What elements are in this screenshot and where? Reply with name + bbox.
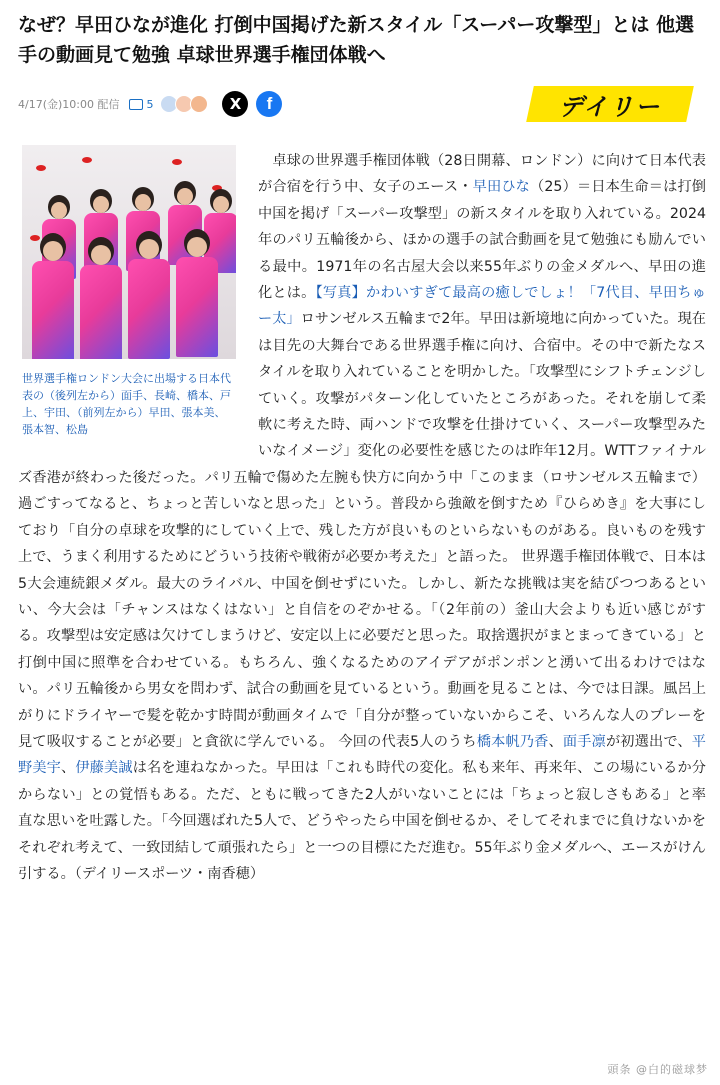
body-paragraph: は名を連ねなかった。早田は「これも時代の変化。私も来年、再来年、この場にいるか分からない」との覚悟もある。ただ、ともに戦ってきた2人がいないことには「ちょっと寂しさもある」と率直な思いを吐露した。「今回選ばれた5人で、どうやったら中国を倒せるか、そしてそれまでに負けないかをそれぞれ考えて、一致団結して頑張れたら」と一つの目標にただ進む。55年ぶり金メダルへ、エースがけん引する。（デイリースポーツ・南香穂） xyxy=(18,760,706,882)
logo-text: デイリー xyxy=(558,92,662,121)
separator: 、 xyxy=(548,733,563,750)
publish-date: 4/17(金)10:00 配信 xyxy=(18,98,120,111)
share-x-button[interactable]: X xyxy=(222,91,248,117)
player-link-hirano[interactable]: 平野美宇 xyxy=(18,733,706,777)
body-paragraph: が初選出で、 xyxy=(605,733,692,750)
watermark: 頭条 @白的磁球梦 xyxy=(607,1063,708,1076)
article-meta xyxy=(18,92,282,116)
body-paragraph: （25）＝日本生命＝は打倒中国を掲げ「スーパー攻撃型」の新スタイルを取り入れている。2024年のパリ五輪後から、ほかの選手の試合動画を見て勉強にも励んでいる最中。1971年の名古屋大会以来55年ぶりの金メダルへ、早田の進化とは。 xyxy=(258,179,706,302)
body-paragraph: ロサンゼルス五輪まで2年。早田は新境地に向かっていた。現在は目先の大舞台である世界選手権に向け、合宿中。その中で新たなスタイルを取り入れていることを明かした。「攻撃型にシフトチェンジしていく。攻撃がパターン化していたところがあった。それを崩して柔軟に考えた時、両ハンドで攻撃を仕掛けていく、スーパー攻撃型みたいなイメージ」変化の必要性を感じたのは昨年12月。WTTファイナルズ香港が終わった後だった。パリ五輪で傷めた左腕も快方に向かう中「このまま（ロサンゼルス五輪まで）過ごすってなると、ちょっと苦しいなと思った」という。普段から強敵を倒すため『ひらめき』を大事にしており「自分の卓球を攻撃的にしていく上で、残した方が良いものといらないものがある。良いものを残す上で、うまく利用するためにどういう技術や戦術が必要か考えた」と語った。 世界選手権団体戦で、日本は5大会連続銀メダル。最大のライバル、中国を倒せずにいた。しかし、新たな挑戦は実を結びつつあるといい、今大会は「チャンスはなくはない」と自信をのぞかせる。「（2年前の）釜山大会よりも近い感じがする。攻撃型は安定感は欠けてしまうけど、安定以上に必要だと思った。取捨選択がまとまってきている」と打倒中国に照準を合わせている。もちろん、強くなるためのアイデアがポンポンと湧いて出るわけではない。パリ五輪後から男女を問わず、試合の動画を見ているという。動画を見ることは、今では日課。風呂上がりにドライヤーで髪を乾かす時間が動画タイムで「自分が整っていないからこそ、いろんな人のプレーを見て吸収することが必要」と貪欲に学んでいる。 今回の代表5人のうち xyxy=(18,311,706,750)
comment-link[interactable] xyxy=(129,98,153,111)
photo-caption: 世界選手権ロンドン大会に出場する日本代表の（後列左から）面手、長崎、橋本、戸上、宇田、（前列左から）早田、張本美、張本智、松島 xyxy=(22,372,231,436)
body-paragraph: 卓球の世界選手権団体戦（28日開幕、ロンドン）に向けて日本代表が合宿を行う中、女子のエース・ xyxy=(258,153,706,196)
separator: 、 xyxy=(61,760,76,777)
player-link-menate[interactable]: 面手凛 xyxy=(562,733,606,750)
comment-icon xyxy=(129,99,143,110)
reaction-icons[interactable] xyxy=(163,95,208,113)
player-link-hayata[interactable]: 早田ひな xyxy=(472,179,531,196)
reaction-face-icon xyxy=(190,95,208,113)
photo-article-link[interactable]: 【写真】かわいすぎて最高の癒しでしょ！「7代目、早田ちゅー太」 xyxy=(258,285,706,328)
photo-float-space xyxy=(18,148,258,460)
player-link-hashimoto[interactable]: 橋本帆乃香 xyxy=(476,733,549,750)
article-headline: なぜ？早田ひなが進化 打倒中国掲げた新スタイル「スーパー攻撃型」とは 他選手の動画見て勉強 卓球世界選手権団体戦へ xyxy=(18,14,694,66)
daily-logo[interactable] xyxy=(526,86,694,122)
comment-count: 5 xyxy=(146,97,154,111)
share-facebook-button[interactable]: f xyxy=(256,91,282,117)
article-body xyxy=(18,148,706,887)
player-link-ito[interactable]: 伊藤美誠 xyxy=(75,760,133,777)
